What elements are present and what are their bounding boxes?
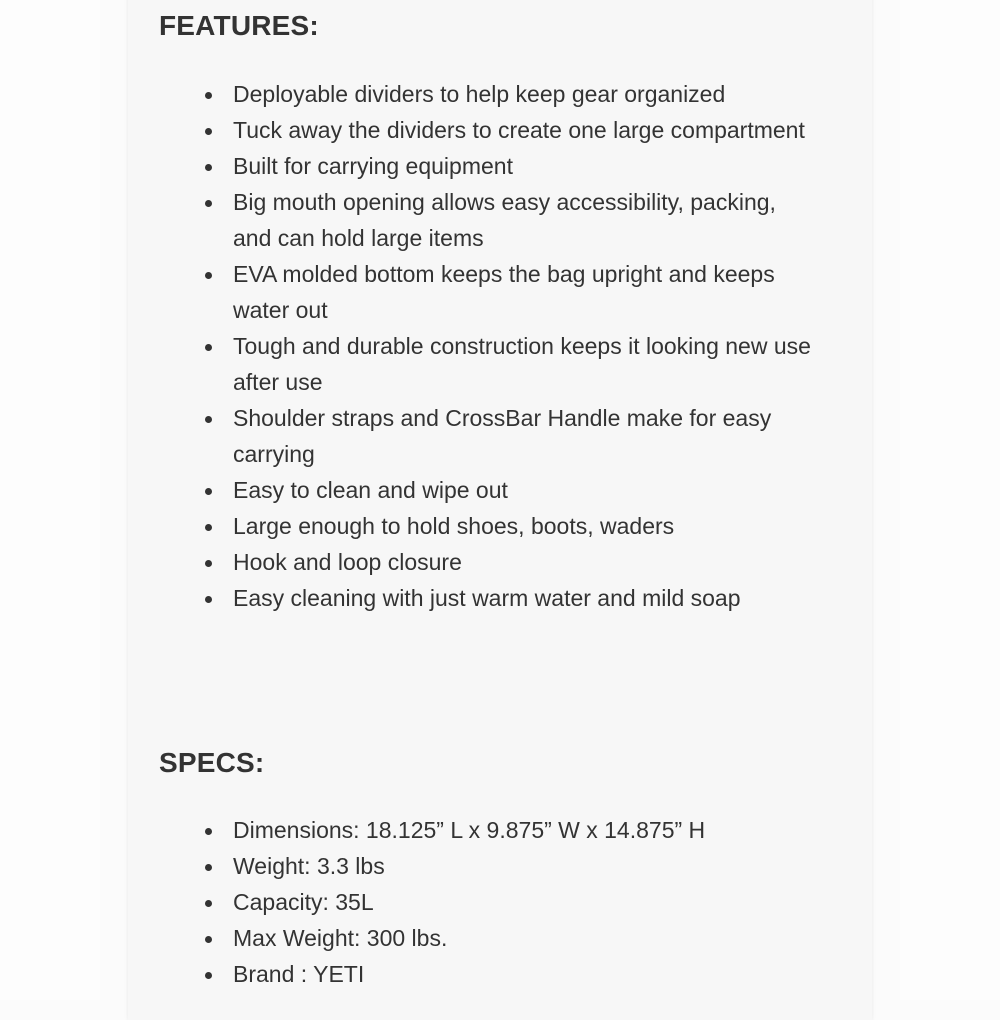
- feature-item-text: Large enough to hold shoes, boots, waders: [233, 513, 675, 539]
- feature-item: [128, 400, 872, 472]
- feature-item: [128, 112, 872, 148]
- bullet-dot-icon: [205, 344, 212, 351]
- spec-item-text: Brand : YETI: [233, 961, 365, 987]
- spec-item-text: Capacity: 35L: [233, 889, 374, 915]
- feature-item: [128, 184, 872, 256]
- feature-item-text: Big mouth opening allows easy accessibility, packing, and can hold large items: [233, 189, 776, 251]
- left-margin: [0, 0, 100, 1000]
- feature-item: [128, 580, 872, 616]
- spec-item: [128, 920, 872, 956]
- feature-item: [128, 148, 872, 184]
- bullet-dot-icon: [205, 488, 212, 495]
- bullet-dot-icon: [205, 128, 212, 135]
- feature-item: [128, 508, 872, 544]
- feature-item: [128, 256, 872, 328]
- feature-item-text: Tough and durable construction keeps it looking new use after use: [233, 333, 811, 395]
- feature-item-text: Built for carrying equipment: [233, 153, 513, 179]
- feature-item: [128, 76, 872, 112]
- feature-item-text: Tuck away the dividers to create one large compartment: [233, 117, 805, 143]
- feature-item-text: Hook and loop closure: [233, 549, 462, 575]
- spec-item: [128, 956, 872, 992]
- specs-list: [128, 812, 872, 992]
- bullet-dot-icon: [205, 900, 212, 907]
- bullet-dot-icon: [205, 596, 212, 603]
- bullet-dot-icon: [205, 936, 212, 943]
- features-heading: FEATURES:: [159, 10, 319, 41]
- feature-item-text: Deployable dividers to help keep gear organized: [233, 81, 726, 107]
- features-list: [128, 76, 872, 616]
- bullet-dot-icon: [205, 416, 212, 423]
- feature-item-text: Easy to clean and wipe out: [233, 477, 508, 503]
- bullet-dot-icon: [205, 864, 212, 871]
- spec-item: [128, 812, 872, 848]
- bullet-dot-icon: [205, 560, 212, 567]
- feature-item: [128, 544, 872, 580]
- bullet-dot-icon: [205, 92, 212, 99]
- spec-item-text: Dimensions: 18.125” L x 9.875” W x 14.875” H: [233, 817, 706, 843]
- right-margin: [900, 0, 1000, 1000]
- specs-heading: SPECS:: [159, 747, 265, 778]
- feature-item-text: Shoulder straps and CrossBar Handle make for easy carrying: [233, 405, 772, 467]
- bullet-dot-icon: [205, 272, 212, 279]
- spec-item-text: Weight: 3.3 lbs: [233, 853, 385, 879]
- spec-item: [128, 884, 872, 920]
- feature-item-text: Easy cleaning with just warm water and mild soap: [233, 585, 741, 611]
- feature-item: [128, 472, 872, 508]
- feature-item-text: EVA molded bottom keeps the bag upright and keeps water out: [233, 261, 775, 323]
- feature-item: [128, 328, 872, 400]
- spec-item-text: Max Weight: 300 lbs.: [233, 925, 448, 951]
- bullet-dot-icon: [205, 164, 212, 171]
- bullet-dot-icon: [205, 972, 212, 979]
- bullet-dot-icon: [205, 200, 212, 207]
- product-description-card: [128, 0, 872, 1020]
- bullet-dot-icon: [205, 524, 212, 531]
- spec-item: [128, 848, 872, 884]
- bullet-dot-icon: [205, 828, 212, 835]
